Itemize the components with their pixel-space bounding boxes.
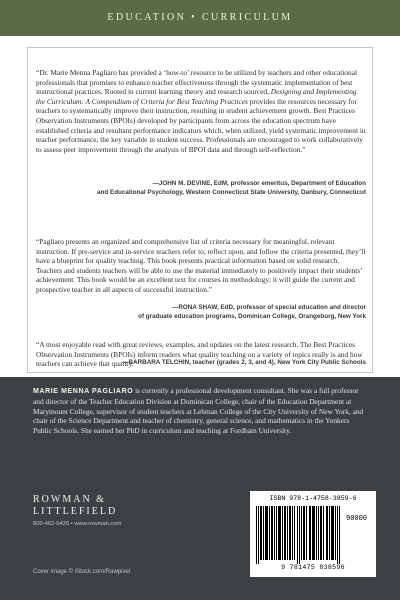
endorsement-quote-3: “A most enjoyable read with great reviews, examples, and updates on the latest research. The Best Practices Observation Instruments (BPOIs) inform readers what quality teaching on a variety of topics really is and how teachers can achieve that quality.” [36, 340, 363, 369]
isbn-text: ISBN 978-1-4758-3859-6 [269, 495, 357, 502]
author-bio-text: is currently a professional development consultant. She was a full professor and director of the Teacher Education Division at Dominican College, chair of the Education Department at Marymount College, supervisor of student teachers at Lehman College of the City University of New York, and chair of the Science Department and teacher of chemistry, general science, and mathematics in the Yonkers Public Schools. She earned her PhD in curriculum and teaching at Fordham University. [33, 386, 364, 436]
endorsement-quote-1-part1: “Dr. Marie Menna Pagliaro has provided a ‘how-to’ resource to be utilized by teachers and other educational professionals that promises to enhance teacher effectiveness through the systematic implementation of best instructional practices. Rooted in current learning theory and research sourced, [36, 68, 358, 97]
attribution-3-rest: teacher (grades 2, 3, and 4), New York City Public Schools [190, 359, 366, 366]
endorsement-attribution-3 [36, 359, 366, 368]
author-name: MARIE MENNA PAGLIARO [33, 388, 134, 395]
category-label: EDUCATION • CURRICULUM [107, 12, 293, 23]
attribution-1-line1: —JOHN M. DEVINE, EdM, professor emeritus, Department of Education [152, 180, 366, 187]
attribution-1-line2: and Educational Psychology, Western Connecticut State University, Danbury, Connecticut [97, 188, 366, 196]
endorsement-quote-2: “Pagliaro presents an organized and comprehensive list of criteria necessary for meaningful, relevant instruction. If pre-service and in-service teachers refer to, reflect upon, and follow the criteria presented, they’ll have a blueprint for quality teaching. This book presents practical information based on solid research. Teachers and students teachers will be able to use the material immediately to positively impact their students’ achievement. This book would be an excellent text for courses in methodology; it will guide the current and prospective teacher in all aspects of successful instruction.” [36, 237, 366, 294]
category-band [0, 0, 400, 36]
attribution-3-name: —BARBARA TELCHIN, [122, 359, 191, 366]
barcode-icon [256, 506, 342, 564]
endorsement-quote-1 [36, 68, 366, 154]
price-code: 90000 [346, 515, 368, 523]
endorsement-quote-1-part2: provides the resources necessary for teachers to systematically improve their instruction, resulting in student achievement growth. Best Practices Observation Instruments (BPOIs) developed by participants from across the education spectrum have established criteria and resultant performance indicators which, when utilized, yield systematic improvement in teacher performance, the key variable in student success. Professionals are encouraged to work collaboratively to assess peer improvement through the analysis of BPOI data and through self-reflection.” [36, 96, 366, 154]
cover-image-credit: Cover image © iStock.com/Rawpixel [33, 569, 131, 575]
publisher-logo-line1: ROWMAN & [33, 494, 106, 505]
publisher-contact: 800-462-6420 • www.rowman.com [33, 521, 122, 527]
endorsement-attribution-2 [36, 304, 366, 321]
barcode-panel [250, 491, 376, 577]
ean-number: 9 781475 838596 [281, 564, 345, 571]
author-bio [33, 386, 369, 436]
attribution-2-line1: —RONA SHAW, EdD, professor of special education and director [172, 304, 366, 311]
publisher-logo-line2: LITTLEFIELD [33, 506, 118, 517]
attribution-2-line2: of graduate education programs, Dominican College, Orangeburg, New York [138, 312, 366, 320]
endorsement-book-title: Designing and Implementing the Curriculum: A Compendium of Criteria for Best Teaching Practices [36, 87, 357, 106]
endorsement-attribution-1 [36, 180, 366, 197]
